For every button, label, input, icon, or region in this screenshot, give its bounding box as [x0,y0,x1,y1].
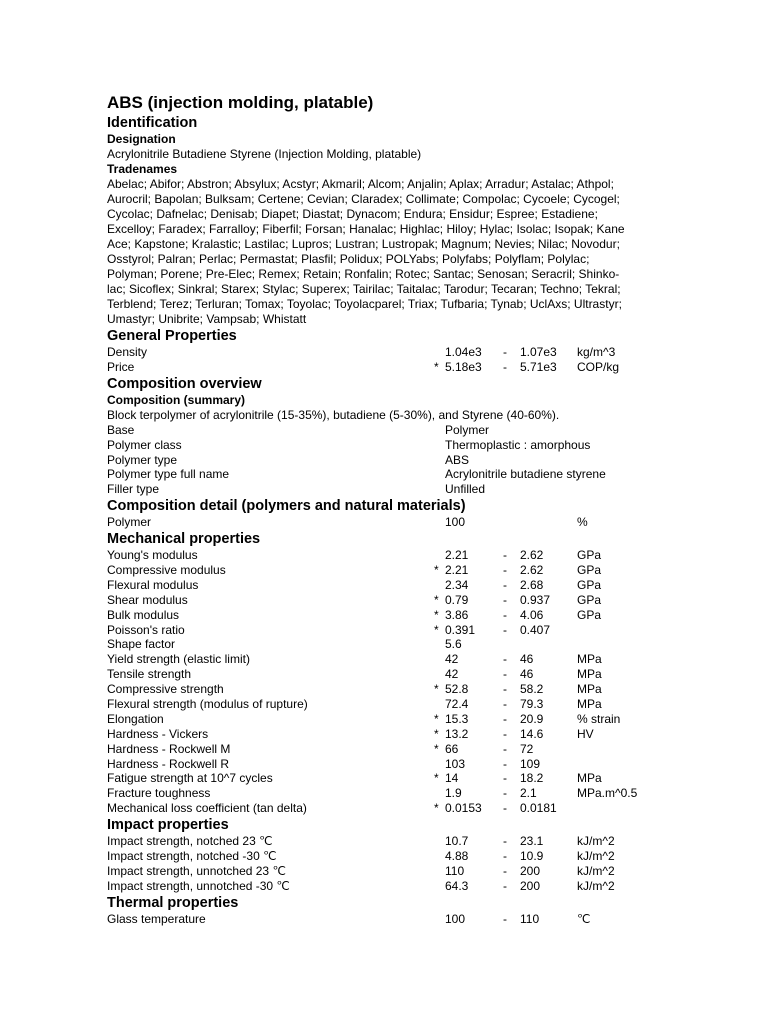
property-high-value: 46 [520,667,534,682]
property-high-value: 2.68 [520,577,544,592]
property-name: Hardness - Vickers [107,726,209,741]
property-high-value: 20.9 [520,711,544,726]
property-row [107,467,667,482]
property-name: Poisson's ratio [107,622,185,637]
property-name: Compressive modulus [107,563,226,578]
property-row [107,438,667,453]
property-row [107,548,667,563]
property-name: Shape factor [107,637,176,652]
property-low-value: 3.86 [445,607,469,622]
property-low-value: 2.21 [445,563,469,578]
property-high-value: 14.6 [520,726,544,741]
tradenames-line: Terblend; Terez; Terluran; Tomax; Toyolac; Toyolacparel; Triax; Tufbaria; Tynab; UclAxs; Ultrastyr; [107,297,622,311]
tradenames-label: Tradenames [107,162,178,176]
property-unit: GPa [577,577,602,592]
tradenames-line: Polyman; Porene; Pre-Elec; Remex; Retain; Ronfalin; Rotec; Santac; Senosan; Seracril; Shinko- [107,267,620,281]
range-separator: - [503,563,507,578]
range-separator: - [503,667,507,682]
property-name: Polymer type full name [107,467,230,482]
tradenames-line: Excelloy; Faradex; Farralloy; Fiberfil; Forsan; Hanalac; Highlac; Hiloy; Hylac; Isolac; Isopak; Kane [107,222,625,236]
property-value: Polymer [445,422,490,437]
property-row [107,786,667,801]
range-separator: - [503,359,507,374]
property-row [107,682,667,697]
composition-detail-heading: Composition detail (polymers and natural materials) [107,498,466,515]
property-unit: MPa [577,697,602,712]
thermal-properties-heading: Thermal properties [107,894,239,911]
property-unit: kJ/m^2 [577,834,615,849]
range-separator: - [503,622,507,637]
property-high-value: 72 [520,741,534,756]
property-name: Hardness - Rockwell R [107,756,230,771]
general-properties-heading: General Properties [107,328,237,344]
datasheet-page [107,92,667,927]
estimate-marker: * [434,607,439,622]
property-row [107,623,667,638]
property-row [107,345,667,360]
composition-overview-heading: Composition overview [107,375,262,392]
property-name: Compressive strength [107,682,224,697]
property-unit: GPa [577,563,602,578]
property-unit: MPa.m^0.5 [577,786,638,801]
designation-label: Designation [107,132,176,146]
property-name: Price [107,359,135,374]
property-low-value: 2.34 [445,577,469,592]
estimate-marker: * [434,771,439,786]
property-low-value: 4.88 [445,849,469,864]
property-name: Impact strength, notched 23 ℃ [107,834,273,849]
estimate-marker: * [434,726,439,741]
property-name: Tensile strength [107,667,192,682]
range-separator: - [503,548,507,563]
property-high-value: 109 [520,756,541,771]
property-row [107,697,667,712]
range-separator: - [503,863,507,878]
estimate-marker: * [434,622,439,637]
designation-text: Acrylonitrile Butadiene Styrene (Injection Molding, platable) [107,147,422,161]
property-high-value: 110 [520,911,540,926]
property-row [107,801,667,816]
range-separator: - [503,801,507,816]
property-unit: kJ/m^2 [577,863,615,878]
property-row [107,423,667,438]
page-title: ABS (injection molding, platable) [107,93,374,112]
property-name: Fatigue strength at 10^7 cycles [107,771,273,786]
range-separator: - [503,577,507,592]
property-unit: MPa [577,682,602,697]
property-high-value: 58.2 [520,682,544,697]
range-separator: - [503,682,507,697]
property-low-value: 5.18e3 [445,359,482,374]
property-value: Acrylonitrile butadiene styrene [445,467,606,482]
property-row [107,712,667,727]
range-separator: - [503,786,507,801]
range-separator: - [503,878,507,893]
property-low-value: 2.21 [445,548,469,563]
range-separator: - [503,592,507,607]
property-low-value: 0.0153 [445,801,482,816]
property-name: Yield strength (elastic limit) [107,652,250,667]
property-low-value: 0.391 [445,622,476,637]
property-high-value: 1.07e3 [520,345,557,359]
property-unit: % [577,515,588,530]
property-name: Young's modulus [107,548,198,563]
range-separator: - [503,771,507,786]
range-separator: - [503,345,507,359]
property-value: Unfilled [445,482,486,497]
property-high-value: 46 [520,652,534,667]
general-properties-table [107,345,667,375]
property-name: Elongation [107,711,164,726]
composition-detail-table [107,515,667,530]
property-name: Polymer type [107,452,178,467]
property-low-value: 15.3 [445,711,469,726]
property-low-value: 100 [445,515,466,530]
property-high-value: 2.62 [520,548,544,563]
property-row [107,637,667,652]
property-row [107,453,667,468]
property-row [107,864,667,879]
property-high-value: 2.62 [520,563,544,578]
range-separator: - [503,834,507,849]
property-unit: MPa [577,652,602,667]
property-high-value: 0.407 [520,622,551,637]
property-name: Density [107,345,148,359]
property-value: ABS [445,452,470,467]
mechanical-properties-heading: Mechanical properties [107,531,261,548]
property-name: Flexural modulus [107,577,199,592]
property-unit: ℃ [577,911,591,926]
property-low-value: 0.79 [445,592,469,607]
estimate-marker: * [434,801,439,816]
property-row [107,608,667,623]
property-high-value: 200 [520,878,541,893]
property-unit: GPa [577,607,602,622]
property-row [107,578,667,593]
property-unit: kg/m^3 [577,345,616,359]
range-separator: - [503,756,507,771]
property-low-value: 103 [445,756,466,771]
property-low-value: 5.6 [445,637,462,652]
property-low-value: 1.9 [445,786,462,801]
range-separator: - [503,741,507,756]
property-high-value: 23.1 [520,834,544,849]
property-name: Bulk modulus [107,607,180,622]
property-row [107,771,667,786]
property-unit: % strain [577,711,621,726]
property-name: Base [107,422,135,437]
property-low-value: 66 [445,741,459,756]
estimate-marker: * [434,682,439,697]
tradenames-block [107,177,667,327]
composition-table [107,423,667,497]
tradenames-line: Abelac; Abifor; Abstron; Absylux; Acstyr; Akmaril; Alcom; Anjalin; Aplax; Arradur; Astalac; Athpol; [107,177,614,191]
thermal-properties-table [107,912,667,927]
property-high-value: 2.1 [520,786,537,801]
property-unit: kJ/m^2 [577,878,615,893]
composition-summary-label: Composition (summary) [107,392,246,407]
impact-properties-heading: Impact properties [107,817,229,834]
property-name: Impact strength, notched -30 ℃ [107,849,277,864]
property-low-value: 42 [445,667,459,682]
property-row [107,482,667,497]
property-low-value: 42 [445,652,459,667]
range-separator: - [503,607,507,622]
tradenames-line: Umastyr; Unibrite; Vampsab; Whistatt [107,312,307,326]
range-separator: - [503,711,507,726]
property-high-value: 4.06 [520,607,544,622]
property-row [107,879,667,894]
estimate-marker: * [434,711,439,726]
property-low-value: 1.04e3 [445,345,482,359]
property-name: Shear modulus [107,592,188,607]
tradenames-line: Cycolac; Dafnelac; Denisab; Diapet; Diastat; Dynacom; Endura; Ensidur; Espree; Estadiene; [107,207,598,221]
property-unit: GPa [577,592,602,607]
property-high-value: 79.3 [520,697,544,712]
property-low-value: 13.2 [445,726,469,741]
property-row [107,360,667,375]
property-row [107,727,667,742]
tradenames-line: lac; Sicoflex; Sinkral; Starex; Stylac; Superex; Tairilac; Taitalac; Tarodur; Tecaran; Techno; Tekral; [107,282,621,296]
property-high-value: 18.2 [520,771,544,786]
composition-summary-text: Block terpolymer of acrylonitrile (15-35%), butadiene (5-30%), and Styrene (40-60%). [107,407,560,422]
tradenames-line: Aurocril; Bapolan; Bulksam; Certene; Cevian; Claradex; Collimate; Compolac; Cycoele; Cycogel; [107,192,620,206]
impact-properties-table [107,834,667,894]
property-name: Polymer [107,515,152,530]
property-name: Hardness - Rockwell M [107,741,231,756]
property-low-value: 14 [445,771,459,786]
range-separator: - [503,726,507,741]
property-value: Thermoplastic : amorphous [445,437,591,452]
property-low-value: 52.8 [445,682,469,697]
property-high-value: 200 [520,863,541,878]
property-row [107,667,667,682]
property-row [107,563,667,578]
property-row [107,834,667,849]
property-name: Glass temperature [107,911,206,926]
property-row [107,515,667,530]
property-low-value: 100 [445,911,466,926]
property-unit: GPa [577,548,602,563]
estimate-marker: * [434,359,439,374]
property-unit: MPa [577,771,602,786]
property-row [107,757,667,772]
property-name: Mechanical loss coefficient (tan delta) [107,801,307,816]
property-high-value: 10.9 [520,849,544,864]
property-name: Flexural strength (modulus of rupture) [107,697,308,712]
property-row [107,849,667,864]
range-separator: - [503,652,507,667]
estimate-marker: * [434,741,439,756]
property-row [107,742,667,757]
property-name: Filler type [107,482,160,497]
property-unit: kJ/m^2 [577,849,615,864]
range-separator: - [503,911,507,926]
identification-heading: Identification [107,115,198,131]
estimate-marker: * [434,563,439,578]
property-low-value: 10.7 [445,834,469,849]
property-low-value: 72.4 [445,697,469,712]
property-unit: COP/kg [577,359,620,374]
mechanical-properties-table [107,548,667,816]
property-high-value: 0.0181 [520,801,557,816]
property-high-value: 0.937 [520,592,551,607]
property-name: Polymer class [107,437,182,452]
property-name: Fracture toughness [107,786,211,801]
property-row [107,593,667,608]
range-separator: - [503,697,507,712]
property-row [107,652,667,667]
property-high-value: 5.71e3 [520,359,557,374]
property-name: Impact strength, unnotched -30 ℃ [107,878,290,893]
estimate-marker: * [434,592,439,607]
property-row [107,912,667,927]
range-separator: - [503,849,507,864]
tradenames-line: Ace; Kapstone; Kralastic; Lastilac; Lupros; Lustran; Lustropak; Magnum; Nevies; Nilac; Novodur; [107,237,620,251]
property-name: Impact strength, unnotched 23 ℃ [107,863,286,878]
property-unit: HV [577,726,594,741]
property-low-value: 64.3 [445,878,469,893]
property-low-value: 110 [445,863,465,878]
tradenames-line: Osstyrol; Palran; Perlac; Permastat; Plasfil; Polidux; POLYabs; Polyfabs; Polyflam; Polylac; [107,252,590,266]
property-unit: MPa [577,667,602,682]
